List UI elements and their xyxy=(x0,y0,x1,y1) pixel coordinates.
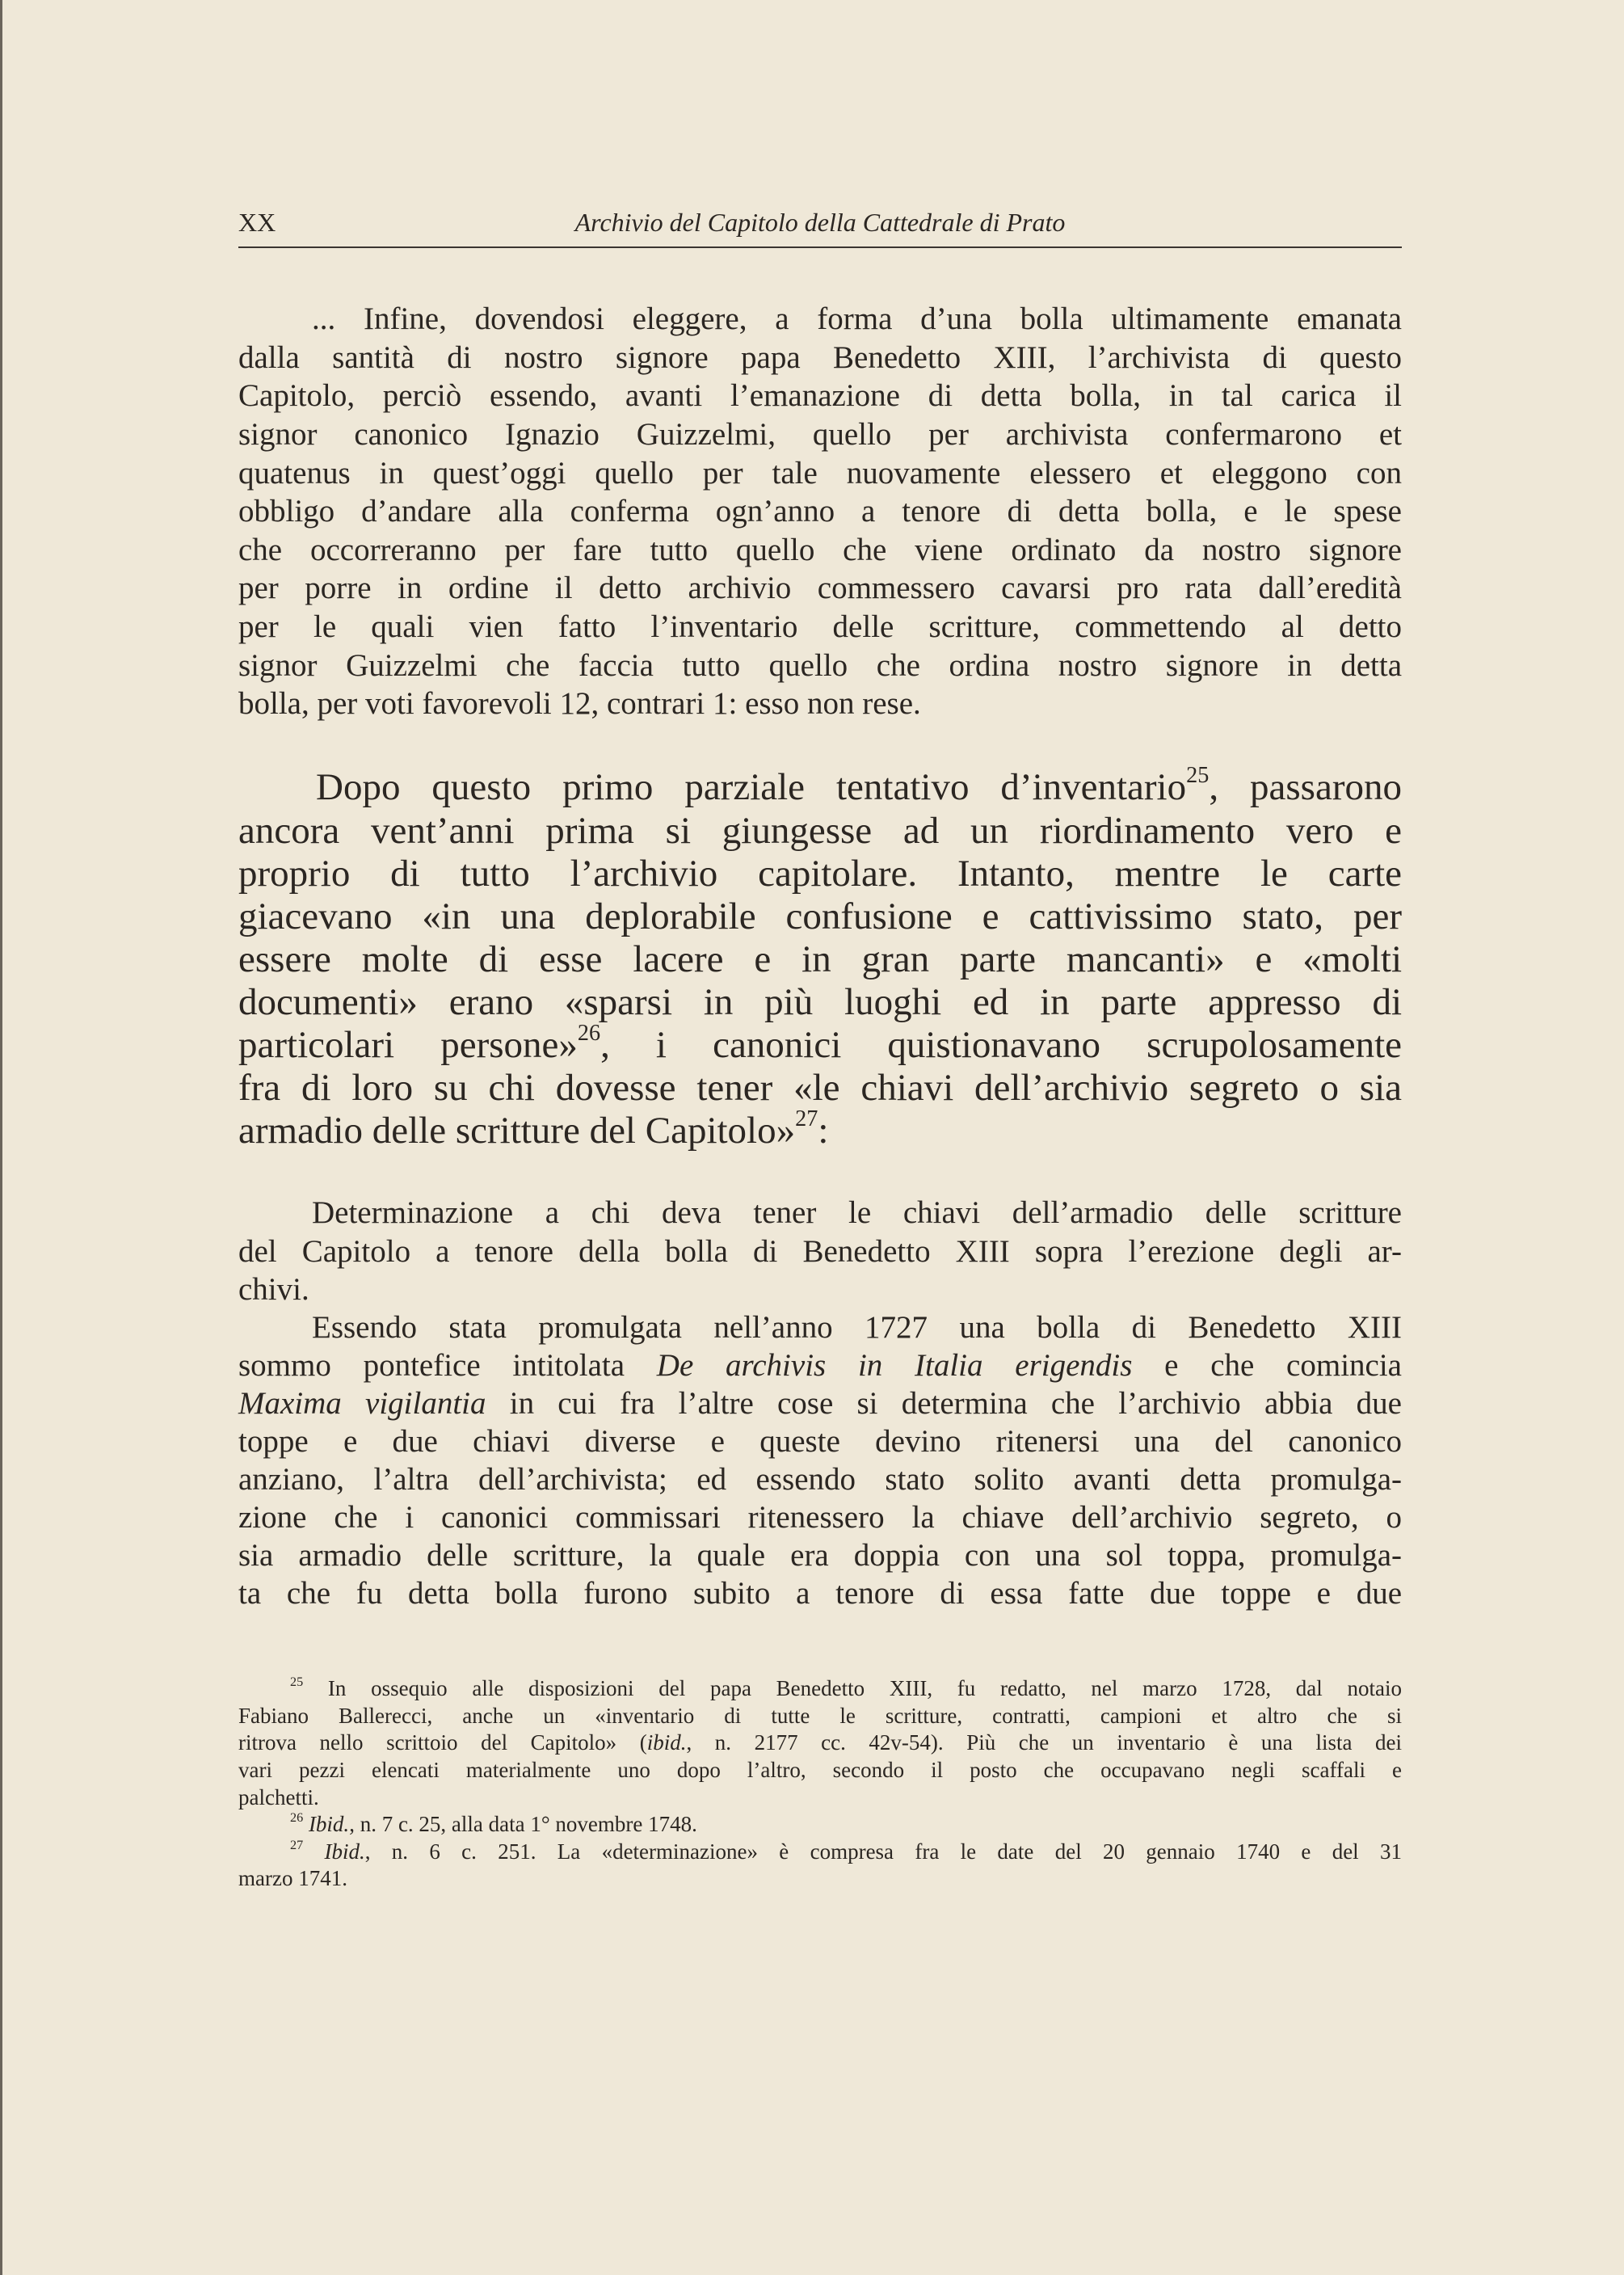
text-segment: Essendo stata promulgata nell’anno 1727 una bolla di Benedetto XIII xyxy=(312,1309,1402,1345)
text-line xyxy=(238,810,1402,853)
text-segment: del Capitolo a tenore della bolla di Benedetto XIII sopra l’erezione degli ar- xyxy=(238,1233,1402,1269)
text-line xyxy=(238,608,1402,647)
text-segment: Capitolo, perciò essendo, avanti l’emanazione di detta bolla, in tal carica il xyxy=(238,378,1402,414)
text-segment: per porre in ordine il detto archivio commessero cavarsi pro rata dall’eredità xyxy=(238,571,1402,606)
text-line xyxy=(238,647,1402,685)
text-segment: dalla santità di nostro signore papa Benedetto XIII, l’archivista di questo xyxy=(238,339,1402,375)
text-line xyxy=(238,492,1402,531)
text-segment: bolla, per voti favorevoli 12, contrari 1: esso non rese. xyxy=(238,686,921,722)
text-line xyxy=(238,339,1402,377)
text-line xyxy=(238,938,1402,981)
text-line xyxy=(312,300,1402,339)
text-segment: ritrova nello scrittoio del Capitolo» ( xyxy=(238,1730,647,1755)
text-segment: : xyxy=(818,1110,829,1152)
page-number: XX xyxy=(238,208,276,237)
text-segment: che occorreranno per fare tutto quello che viene ordinato da nostro signore xyxy=(238,532,1402,567)
text-line xyxy=(312,1194,1402,1232)
text-line xyxy=(238,415,1402,454)
text-segment: documenti» erano «sparsi in più luoghi ed in parte appresso di xyxy=(238,980,1402,1023)
footnote-line xyxy=(290,1675,1402,1703)
text-segment: , n. 2177 cc. 42v-54). Più che un inventario è una lista dei xyxy=(686,1730,1402,1755)
footnote-ref: 26 xyxy=(290,1810,304,1826)
text-segment: marzo 1741. xyxy=(238,1866,347,1891)
footnote-line xyxy=(238,1865,1402,1893)
text-line xyxy=(238,1536,1402,1574)
text-segment: in cui fra l’altre cose si determina che l’archivio abbia due xyxy=(486,1385,1402,1421)
text-segment xyxy=(303,1839,324,1864)
text-segment: , n. 6 c. 251. La «determinazione» è compresa fra le date del 20 gennaio 1740 e del 31 xyxy=(364,1839,1402,1864)
footnote-ref: 25 xyxy=(1186,763,1210,789)
italic-text: Ibid. xyxy=(324,1839,365,1864)
footnote-line xyxy=(238,1784,1402,1812)
italic-text: ibid. xyxy=(646,1730,687,1755)
text-segment: obbligo d’andare alla conferma ogn’anno a tenore di detta bolla, e le spese xyxy=(238,494,1402,529)
text-line xyxy=(238,454,1402,493)
text-line xyxy=(238,981,1402,1024)
footnote-ref: 27 xyxy=(290,1837,304,1852)
text-segment: Dopo questo primo parziale tentativo d’inventario xyxy=(316,766,1187,809)
text-segment: giacevano «in una deplorabile confusione e cattivissimo stato, per xyxy=(238,895,1402,937)
text-segment: ancora vent’anni prima si giungesse ad un riordinamento vero e xyxy=(238,809,1402,852)
text-segment: particolari persone» xyxy=(238,1024,578,1067)
text-segment: ta che fu detta bolla furono subito a tenore di essa fatte due toppe e due xyxy=(238,1576,1402,1611)
text-segment: signor canonico Ignazio Guizzelmi, quello per archivista confermarono et xyxy=(238,417,1402,452)
italic-text: De archivis in Italia erigendis xyxy=(656,1347,1133,1383)
text-segment xyxy=(303,1812,309,1836)
text-segment: zione che i canonici commissari ritenessero la chiave dell’archivio segreto, o xyxy=(238,1500,1402,1536)
text-segment: palchetti. xyxy=(238,1784,319,1809)
header-rule xyxy=(238,246,1402,248)
text-segment: toppe e due chiavi diverse e queste devino ritenersi una del canonico xyxy=(238,1424,1402,1460)
text-segment: , n. 7 c. 25, alla data 1° novembre 1748. xyxy=(349,1812,697,1837)
italic-text: Ibid. xyxy=(308,1812,350,1837)
footnote-line xyxy=(238,1757,1402,1784)
text-segment: Determinazione a chi deva tener le chiavi dell’armadio delle scritture xyxy=(312,1195,1402,1231)
text-segment: ... Infine, dovendosi eleggere, a forma d’una bolla ultimamente emanata xyxy=(312,301,1402,337)
text-line xyxy=(238,1384,1402,1422)
footnote-line xyxy=(238,1729,1402,1757)
footnote-ref: 27 xyxy=(795,1106,818,1132)
italic-text: Maxima vigilantia xyxy=(238,1385,486,1421)
running-title: Archivio del Capitolo della Cattedrale di Prato xyxy=(574,208,1066,237)
footnote-line xyxy=(290,1839,1402,1866)
text-segment: fra di loro su chi dovesse tener «le chiavi dell’archivio segreto o sia xyxy=(238,1067,1402,1110)
text-line xyxy=(238,1346,1402,1384)
text-segment: , passarono xyxy=(1209,766,1402,809)
text-line xyxy=(238,1460,1402,1498)
footnote-line xyxy=(290,1811,1402,1839)
footnote-ref: 26 xyxy=(577,1020,601,1046)
text-segment: anziano, l’altra dell’archivista; ed essendo stato solito avanti detta promulga- xyxy=(238,1462,1402,1498)
text-line xyxy=(238,1422,1402,1460)
text-segment: sommo pontefice intitolata xyxy=(238,1347,657,1383)
text-segment: per le quali vien fatto l’inventario delle scritture, commettendo al detto xyxy=(238,609,1402,644)
footnote-ref: 25 xyxy=(290,1675,304,1690)
text-line xyxy=(238,1498,1402,1536)
page-edge xyxy=(0,0,2,2275)
text-segment: , i canonici quistionavano scrupolosamente xyxy=(600,1024,1403,1067)
text-segment: quatenus in quest’oggi quello per tale nuovamente elessero et eleggono con xyxy=(238,455,1402,491)
text-line xyxy=(238,1270,1402,1308)
text-line xyxy=(238,1020,1403,1067)
footnote-line xyxy=(238,1703,1402,1730)
text-line xyxy=(238,531,1402,570)
text-line xyxy=(238,1067,1402,1110)
text-segment: proprio di tutto l’archivio capitolare. Intanto, mentre le carte xyxy=(238,852,1402,895)
text-line xyxy=(238,1106,1402,1152)
text-line xyxy=(238,1574,1402,1612)
text-segment: vari pezzi elencati materialmente uno dopo l’altro, secondo il posto che occupavano negli scaffali e xyxy=(238,1758,1402,1782)
text-line xyxy=(238,377,1402,415)
text-segment: Fabiano Ballerecci, anche un «inventario di tutte le scritture, contratti, campioni et altro che si xyxy=(238,1703,1402,1728)
text-line xyxy=(238,853,1402,895)
text-segment: In ossequio alle disposizioni del papa Benedetto XIII, fu redatto, nel marzo 1728, dal notaio xyxy=(303,1676,1402,1701)
text-segment: chivi. xyxy=(238,1271,309,1307)
text-line xyxy=(238,1232,1402,1270)
text-segment: essere molte di esse lacere e in gran parte mancanti» e «molti xyxy=(238,937,1402,980)
text-segment: armadio delle scritture del Capitolo» xyxy=(238,1110,796,1152)
text-line xyxy=(312,1308,1402,1346)
text-segment: signor Guizzelmi che faccia tutto quello che ordina nostro signore in detta xyxy=(238,647,1402,683)
text-segment: e che comincia xyxy=(1132,1347,1402,1383)
text-line xyxy=(238,685,1402,723)
text-segment: sia armadio delle scritture, la quale era doppia con una sol toppa, promulga- xyxy=(238,1538,1402,1574)
text-line xyxy=(238,895,1402,938)
text-line xyxy=(238,569,1402,608)
text-line xyxy=(316,763,1402,809)
